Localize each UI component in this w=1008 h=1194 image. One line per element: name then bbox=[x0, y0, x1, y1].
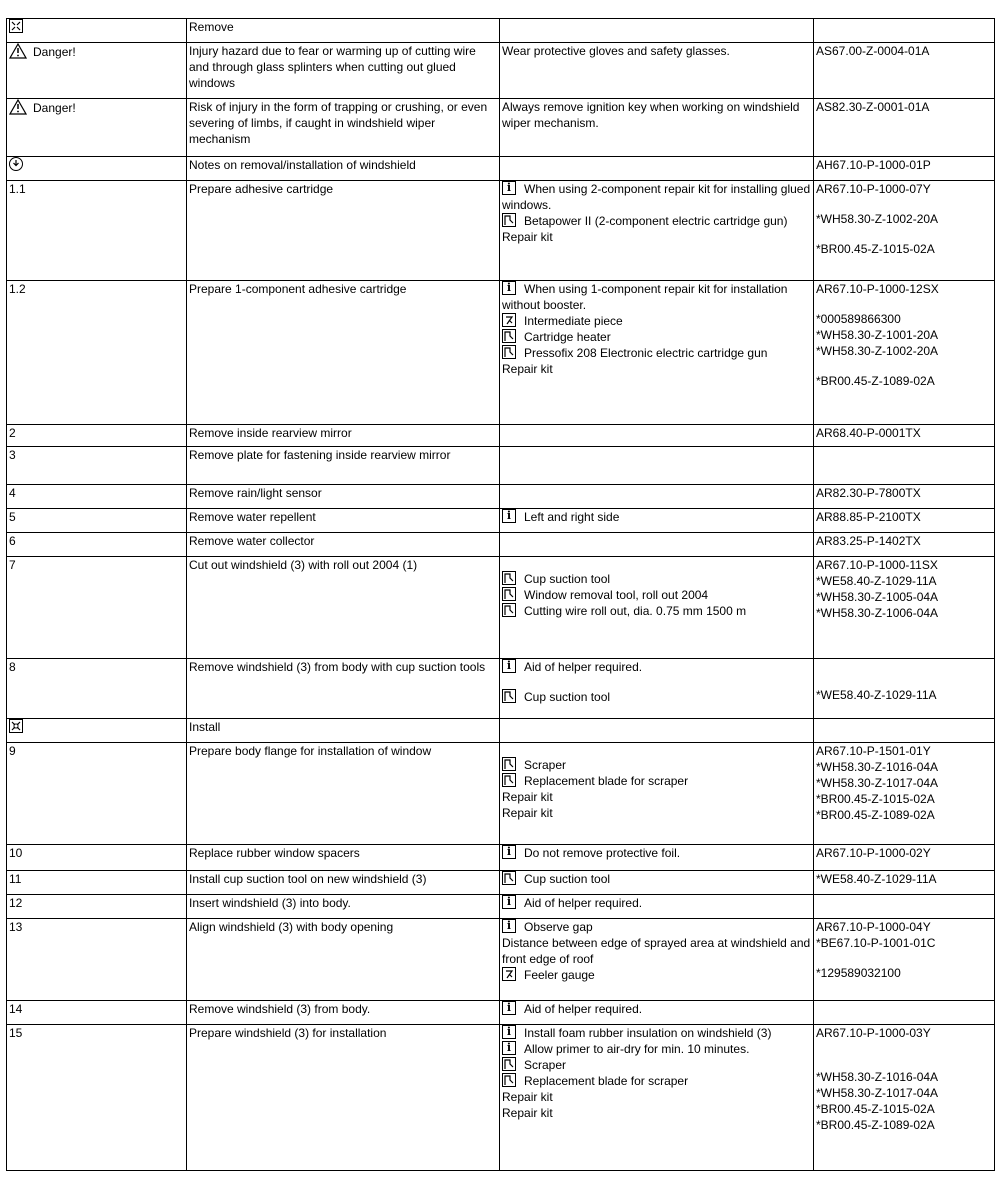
remove-window-icon bbox=[9, 19, 23, 33]
install-header: Install bbox=[189, 720, 221, 734]
table-row: 5 Remove water repellent i Left and right side AR88.85-P-2100TX bbox=[7, 509, 995, 533]
step-number: 1.1 bbox=[9, 182, 26, 196]
remove-header: Remove bbox=[189, 20, 234, 34]
tool-icon bbox=[502, 213, 516, 227]
tool-icon bbox=[502, 871, 516, 885]
task-text: Align windshield (3) with body opening bbox=[189, 920, 394, 934]
tool-icon bbox=[502, 571, 516, 585]
table-row bbox=[7, 43, 995, 99]
procedure-table bbox=[6, 18, 995, 1171]
table-row bbox=[7, 425, 995, 447]
step-number: 1.2 bbox=[9, 282, 26, 296]
info-icon bbox=[502, 181, 516, 195]
step-number: 11 bbox=[9, 872, 22, 886]
warning-icon bbox=[9, 43, 27, 59]
task-text: Remove water repellent bbox=[189, 510, 316, 524]
info-icon bbox=[502, 919, 516, 933]
table-row: 12 Insert windshield (3) into body. i Aid of helper required. bbox=[7, 895, 995, 919]
table-row bbox=[7, 157, 995, 181]
tool-icon bbox=[502, 603, 516, 617]
table-row bbox=[7, 99, 995, 157]
task-text: Remove inside rearview mirror bbox=[189, 426, 352, 440]
step-number: 10 bbox=[9, 846, 23, 860]
document-code: *WE58.40-Z-1029-11A bbox=[816, 688, 937, 702]
table-row: 14 Remove windshield (3) from body. i Aid of helper required. bbox=[7, 1001, 995, 1025]
tool-icon bbox=[502, 329, 516, 343]
tool-icon bbox=[502, 1073, 516, 1087]
document-code: *WE58.40-Z-1029-11A bbox=[816, 872, 937, 886]
task-text: Prepare body flange for installation of window bbox=[189, 744, 432, 758]
part-icon bbox=[502, 313, 516, 327]
remove-symbol-cell bbox=[7, 19, 187, 43]
task-text: Remove windshield (3) from body. bbox=[189, 1002, 371, 1016]
document-code: AR68.40-P-0001TX bbox=[816, 426, 921, 440]
tool-icon bbox=[502, 689, 516, 703]
install-window-icon bbox=[9, 719, 23, 733]
table-row bbox=[7, 19, 995, 43]
danger-label: Danger! bbox=[33, 101, 76, 115]
document-code: AS82.30-Z-0001-01A bbox=[816, 100, 930, 114]
task-text: Cut out windshield (3) with roll out 2004 (1) bbox=[189, 558, 418, 572]
table-row: 11 Install cup suction tool on new windshield (3) Cup suction tool *WE58.40-Z-1029-11A bbox=[7, 871, 995, 895]
notes-icon bbox=[9, 157, 23, 171]
info-icon bbox=[502, 1001, 516, 1015]
step-number: 4 bbox=[9, 486, 16, 500]
info-icon bbox=[502, 281, 516, 295]
document-code: AR82.30-P-7800TX bbox=[816, 486, 921, 500]
step-number: 14 bbox=[9, 1002, 23, 1016]
table-row: 7 Cut out windshield (3) with roll out 2004 (1) Cup suction tool Window removal tool, roll out 2004 Cutting wire roll out, dia. 0.75 mm 1500 m AR67.10-P-1000-11SX *WE58.40-Z-1029-11A *WH58.30-Z-1005-04A *WH58.30-Z-1006-04A bbox=[7, 557, 995, 659]
table-row: 9 Prepare body flange for installation of window Scraper Replacement blade for scraper Repair kit Repair kit AR67.10-P-1501-01Y *WH58.30-Z-1016-04A *WH58.30-Z-1017-04A *BR00.45-Z-1015-02A *BR00.45-Z-1089-02A bbox=[7, 743, 995, 845]
step-number: 7 bbox=[9, 558, 16, 572]
task-text: Prepare 1-component adhesive cartridge bbox=[189, 282, 407, 296]
step-number: 2 bbox=[9, 426, 16, 440]
task-text: Install cup suction tool on new windshield (3) bbox=[189, 872, 427, 886]
warning-icon bbox=[9, 99, 27, 115]
table-row: 1.2 Prepare 1-component adhesive cartridge i When using 1-component repair kit for installation without booster. Intermediate piece Cartridge heater Pressofix 208 Electronic electric cartridge gun Repair kit AR67.10-P-1000-12SX *000589866300 *WH58.30-Z-1001-20A *WH58.30-Z-1002-20A *BR00.45-Z-1089-02A bbox=[7, 281, 995, 425]
step-number: 13 bbox=[9, 920, 23, 934]
document-code: AR67.10-P-1000-02Y bbox=[816, 846, 931, 860]
table-row: 8 Remove windshield (3) from body with cup suction tools i Aid of helper required. Cup suction tool *WE58.40-Z-1029-11A bbox=[7, 659, 995, 719]
table-row: 1.1 Prepare adhesive cartridge i When using 2-component repair kit for installing glued windows. Betapower II (2-component electric cartridge gun) Repair kit AR67.10-P-1000-07Y *WH58.30-Z-1002-20A *BR00.45-Z-1015-02A bbox=[7, 181, 995, 281]
danger-label: Danger! bbox=[33, 45, 76, 59]
info-icon bbox=[502, 1041, 516, 1055]
task-text: Prepare adhesive cartridge bbox=[189, 182, 334, 196]
table-row bbox=[7, 719, 995, 743]
table-row bbox=[7, 485, 995, 509]
info-icon bbox=[502, 895, 516, 909]
notes-text: Notes on removal/installation of windshield bbox=[189, 158, 416, 172]
hazard-text: Injury hazard due to fear or warming up of cutting wire and through glass splinters when cutting out glued windows bbox=[189, 44, 476, 90]
info-icon bbox=[502, 1025, 516, 1039]
document-code: AR83.25-P-1402TX bbox=[816, 534, 921, 548]
safety-measure: Always remove ignition key when working on windshield wiper mechanism. bbox=[502, 100, 800, 130]
step-number: 15 bbox=[9, 1026, 23, 1040]
task-text: Insert windshield (3) into body. bbox=[189, 896, 351, 910]
info-icon bbox=[502, 845, 516, 859]
task-text: Remove windshield (3) from body with cup suction tools bbox=[189, 660, 486, 674]
task-text: Remove water collector bbox=[189, 534, 315, 548]
step-number: 5 bbox=[9, 510, 16, 524]
tool-icon bbox=[502, 1057, 516, 1071]
hazard-text: Risk of injury in the form of trapping or crushing, or even severing of limbs, if caught in windshield wiper mechanism bbox=[189, 100, 488, 146]
part-icon bbox=[502, 967, 516, 981]
task-text: Replace rubber window spacers bbox=[189, 846, 360, 860]
task-text: Prepare windshield (3) for installation bbox=[189, 1026, 387, 1040]
document-code: AR88.85-P-2100TX bbox=[816, 510, 921, 524]
table-row: 10 Replace rubber window spacers i Do not remove protective foil. AR67.10-P-1000-02Y bbox=[7, 845, 995, 871]
step-number: 3 bbox=[9, 448, 16, 462]
task-text: Remove rain/light sensor bbox=[189, 486, 322, 500]
table-row: 13 Align windshield (3) with body opening i Observe gap Distance between edge of sprayed area at windshield and front edge of roof Feeler gauge AR67.10-P-1000-04Y *BE67.10-P-1001-01C *129589032100 bbox=[7, 919, 995, 1001]
tool-icon bbox=[502, 345, 516, 359]
info-icon bbox=[502, 659, 516, 673]
document-code: AH67.10-P-1000-01P bbox=[816, 158, 931, 172]
tool-icon bbox=[502, 757, 516, 771]
safety-measure: Wear protective gloves and safety glasses. bbox=[502, 44, 730, 58]
step-number: 12 bbox=[9, 896, 23, 910]
step-number: 6 bbox=[9, 534, 16, 548]
task-text: Remove plate for fastening inside rearview mirror bbox=[189, 448, 451, 462]
tool-icon bbox=[502, 773, 516, 787]
step-number: 9 bbox=[9, 744, 16, 758]
document-code: AS67.00-Z-0004-01A bbox=[816, 44, 930, 58]
tool-icon bbox=[502, 587, 516, 601]
info-icon bbox=[502, 509, 516, 523]
step-number: 8 bbox=[9, 660, 16, 674]
table-row bbox=[7, 533, 995, 557]
table-row bbox=[7, 447, 995, 485]
table-row: 15 Prepare windshield (3) for installation i Install foam rubber insulation on windshield (3) iAllow primer to air-dry for min. 10 minutes. Scraper Replacement blade for scraper Repair kit Repair kit AR67.10-P-1000-03Y *WH58.30-Z-1016-04A *WH58.30-Z-1017-04A *BR00.45-Z-1015-02A *BR00.45-Z-1089-02A bbox=[7, 1025, 995, 1171]
